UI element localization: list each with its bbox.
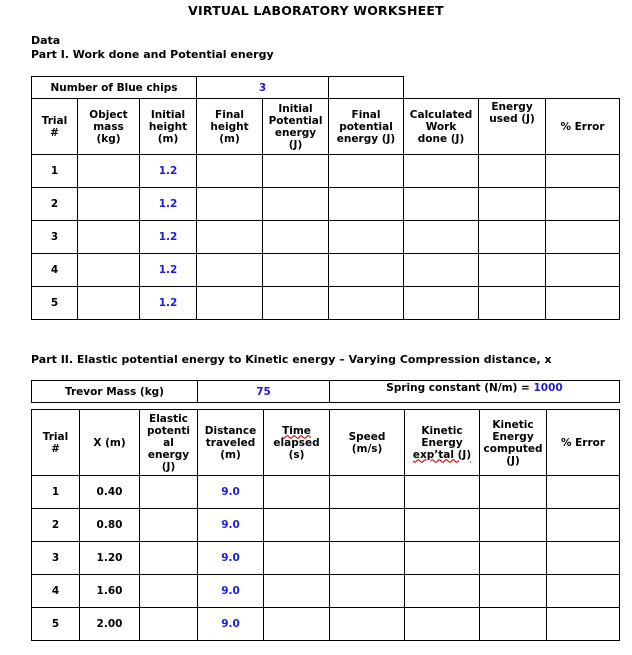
- header-object-mass: Object mass (kg): [78, 99, 140, 155]
- blue-chips-label: Number of Blue chips: [32, 77, 197, 99]
- trial-number: 5: [32, 287, 78, 320]
- initial-height-cell: 1.2: [140, 155, 197, 188]
- worksheet-title: VIRTUAL LABORATORY WORKSHEET: [188, 3, 444, 18]
- speed-cell[interactable]: [330, 509, 405, 542]
- table-row: [32, 287, 620, 320]
- header-elastic-pe: Elastic potenti al energy (J): [140, 410, 198, 476]
- work-done-cell[interactable]: [404, 188, 479, 221]
- percent-error-cell[interactable]: [547, 575, 620, 608]
- table-row: [32, 221, 620, 254]
- part1-table: [31, 76, 620, 320]
- header-time-unit: elapsed (s): [273, 436, 320, 461]
- percent-error-cell[interactable]: [547, 476, 620, 509]
- distance-cell: 9.0: [198, 575, 264, 608]
- trial-number: 1: [32, 476, 80, 509]
- work-done-cell[interactable]: [404, 155, 479, 188]
- x-cell: 2.00: [80, 608, 140, 641]
- part2-top-row: [32, 381, 620, 403]
- percent-error-cell[interactable]: [546, 188, 620, 221]
- ke-computed-cell[interactable]: [480, 509, 547, 542]
- header-ke-computed: Kinetic Energy computed (J): [480, 410, 547, 476]
- percent-error-cell[interactable]: [547, 542, 620, 575]
- distance-cell: 9.0: [198, 476, 264, 509]
- work-done-cell[interactable]: [404, 254, 479, 287]
- initial-height-cell: 1.2: [140, 188, 197, 221]
- header-speed: Speed (m/s): [330, 410, 405, 476]
- time-cell[interactable]: [264, 575, 330, 608]
- ke-computed-cell[interactable]: [480, 608, 547, 641]
- percent-error-cell[interactable]: [547, 509, 620, 542]
- object-mass-cell[interactable]: [78, 155, 140, 188]
- table-row: [32, 254, 620, 287]
- initial-pe-cell[interactable]: [263, 221, 329, 254]
- time-cell[interactable]: [264, 509, 330, 542]
- table-row: [32, 575, 620, 608]
- final-pe-cell[interactable]: [329, 188, 404, 221]
- final-height-cell[interactable]: [197, 155, 263, 188]
- header-initial-potential-energy: Initial Potential energy (J): [263, 99, 329, 155]
- percent-error-cell[interactable]: [547, 608, 620, 641]
- object-mass-cell[interactable]: [78, 221, 140, 254]
- trial-number: 2: [32, 509, 80, 542]
- ke-exptal-cell[interactable]: [405, 608, 480, 641]
- final-height-cell[interactable]: [197, 254, 263, 287]
- final-pe-cell[interactable]: [329, 155, 404, 188]
- table-row: [32, 188, 620, 221]
- empty-cell: [329, 77, 404, 99]
- initial-height-cell: 1.2: [140, 254, 197, 287]
- object-mass-cell[interactable]: [78, 287, 140, 320]
- header-time-word: Time: [282, 424, 311, 437]
- spring-constant: [330, 381, 620, 403]
- table-row: [32, 155, 620, 188]
- elastic-pe-cell[interactable]: [140, 542, 198, 575]
- percent-error-cell[interactable]: [546, 221, 620, 254]
- ke-computed-cell[interactable]: [480, 542, 547, 575]
- header-distance: Distance traveled (m): [198, 410, 264, 476]
- header-ke-exptal-bottom: exp’tal (J): [412, 448, 472, 461]
- ke-computed-cell[interactable]: [480, 575, 547, 608]
- time-cell[interactable]: [264, 542, 330, 575]
- elastic-pe-cell[interactable]: [140, 575, 198, 608]
- final-height-cell[interactable]: [197, 221, 263, 254]
- distance-cell: 9.0: [198, 509, 264, 542]
- x-cell: 0.80: [80, 509, 140, 542]
- part2-heading: Part II. Elastic potential energy to Kinetic energy – Varying Compression distance, x: [31, 353, 552, 366]
- table-row: [32, 608, 620, 641]
- trial-number: 4: [32, 575, 80, 608]
- energy-used-cell[interactable]: [479, 188, 546, 221]
- distance-cell: 9.0: [198, 542, 264, 575]
- final-height-cell[interactable]: [197, 287, 263, 320]
- part1-heading: Part I. Work done and Potential energy: [31, 48, 274, 61]
- x-cell: 0.40: [80, 476, 140, 509]
- ke-exptal-cell[interactable]: [405, 575, 480, 608]
- part1-top-row: [32, 77, 620, 99]
- mass-value: 75: [198, 381, 330, 403]
- final-pe-cell[interactable]: [329, 221, 404, 254]
- header-energy-used: Energy used (J): [479, 99, 546, 155]
- header-x: X (m): [80, 410, 140, 476]
- speed-cell[interactable]: [330, 575, 405, 608]
- header-final-height: Final height (m): [197, 99, 263, 155]
- trial-number: 3: [32, 542, 80, 575]
- initial-pe-cell[interactable]: [263, 254, 329, 287]
- work-done-cell[interactable]: [404, 221, 479, 254]
- data-label: Data: [31, 34, 61, 47]
- time-cell[interactable]: [264, 476, 330, 509]
- energy-used-cell[interactable]: [479, 155, 546, 188]
- mass-label: Trevor Mass (kg): [32, 381, 198, 403]
- header-percent-error: % Error: [547, 410, 620, 476]
- header-time-elapsed: [264, 410, 330, 476]
- table-row: [32, 476, 620, 509]
- elastic-pe-cell[interactable]: [140, 476, 198, 509]
- header-initial-height: Initial height (m): [140, 99, 197, 155]
- header-ke-exptal-top: Kinetic Energy: [421, 424, 463, 449]
- header-trial: Trial #: [32, 410, 80, 476]
- part2-header-row: [32, 410, 620, 476]
- initial-height-cell: 1.2: [140, 221, 197, 254]
- trial-number: 4: [32, 254, 78, 287]
- final-pe-cell[interactable]: [329, 287, 404, 320]
- object-mass-cell[interactable]: [78, 254, 140, 287]
- header-calculated-work: Calculated Work done (J): [404, 99, 479, 155]
- ke-exptal-cell[interactable]: [405, 509, 480, 542]
- energy-used-cell[interactable]: [479, 221, 546, 254]
- ke-exptal-cell[interactable]: [405, 476, 480, 509]
- blue-chips-value: 3: [197, 77, 329, 99]
- percent-error-cell[interactable]: [546, 287, 620, 320]
- work-done-cell[interactable]: [404, 287, 479, 320]
- object-mass-cell[interactable]: [78, 188, 140, 221]
- header-percent-error: % Error: [546, 99, 620, 155]
- energy-used-cell[interactable]: [479, 254, 546, 287]
- header-trial: Trial #: [32, 99, 78, 155]
- distance-cell: 9.0: [198, 608, 264, 641]
- table-row: [32, 509, 620, 542]
- initial-pe-cell[interactable]: [263, 155, 329, 188]
- trial-number: 3: [32, 221, 78, 254]
- trial-number: 2: [32, 188, 78, 221]
- initial-pe-cell[interactable]: [263, 287, 329, 320]
- spring-constant-label: Spring constant (N/m) =: [386, 382, 534, 394]
- elastic-pe-cell[interactable]: [140, 608, 198, 641]
- part2-table: [31, 380, 620, 641]
- time-cell[interactable]: [264, 608, 330, 641]
- final-pe-cell[interactable]: [329, 254, 404, 287]
- x-cell: 1.20: [80, 542, 140, 575]
- trial-number: 1: [32, 155, 78, 188]
- percent-error-cell[interactable]: [546, 155, 620, 188]
- x-cell: 1.60: [80, 575, 140, 608]
- speed-cell[interactable]: [330, 542, 405, 575]
- ke-exptal-cell[interactable]: [405, 542, 480, 575]
- header-ke-exptal: [405, 410, 480, 476]
- energy-used-cell[interactable]: [479, 287, 546, 320]
- part1-header-row: [32, 99, 620, 155]
- initial-pe-cell[interactable]: [263, 188, 329, 221]
- ke-computed-cell[interactable]: [480, 476, 547, 509]
- speed-cell[interactable]: [330, 608, 405, 641]
- header-final-potential-energy: Final potential energy (J): [329, 99, 404, 155]
- table-row: [32, 542, 620, 575]
- percent-error-cell[interactable]: [546, 254, 620, 287]
- speed-cell[interactable]: [330, 476, 405, 509]
- spring-constant-value: 1000: [533, 382, 563, 394]
- initial-height-cell: 1.2: [140, 287, 197, 320]
- final-height-cell[interactable]: [197, 188, 263, 221]
- elastic-pe-cell[interactable]: [140, 509, 198, 542]
- trial-number: 5: [32, 608, 80, 641]
